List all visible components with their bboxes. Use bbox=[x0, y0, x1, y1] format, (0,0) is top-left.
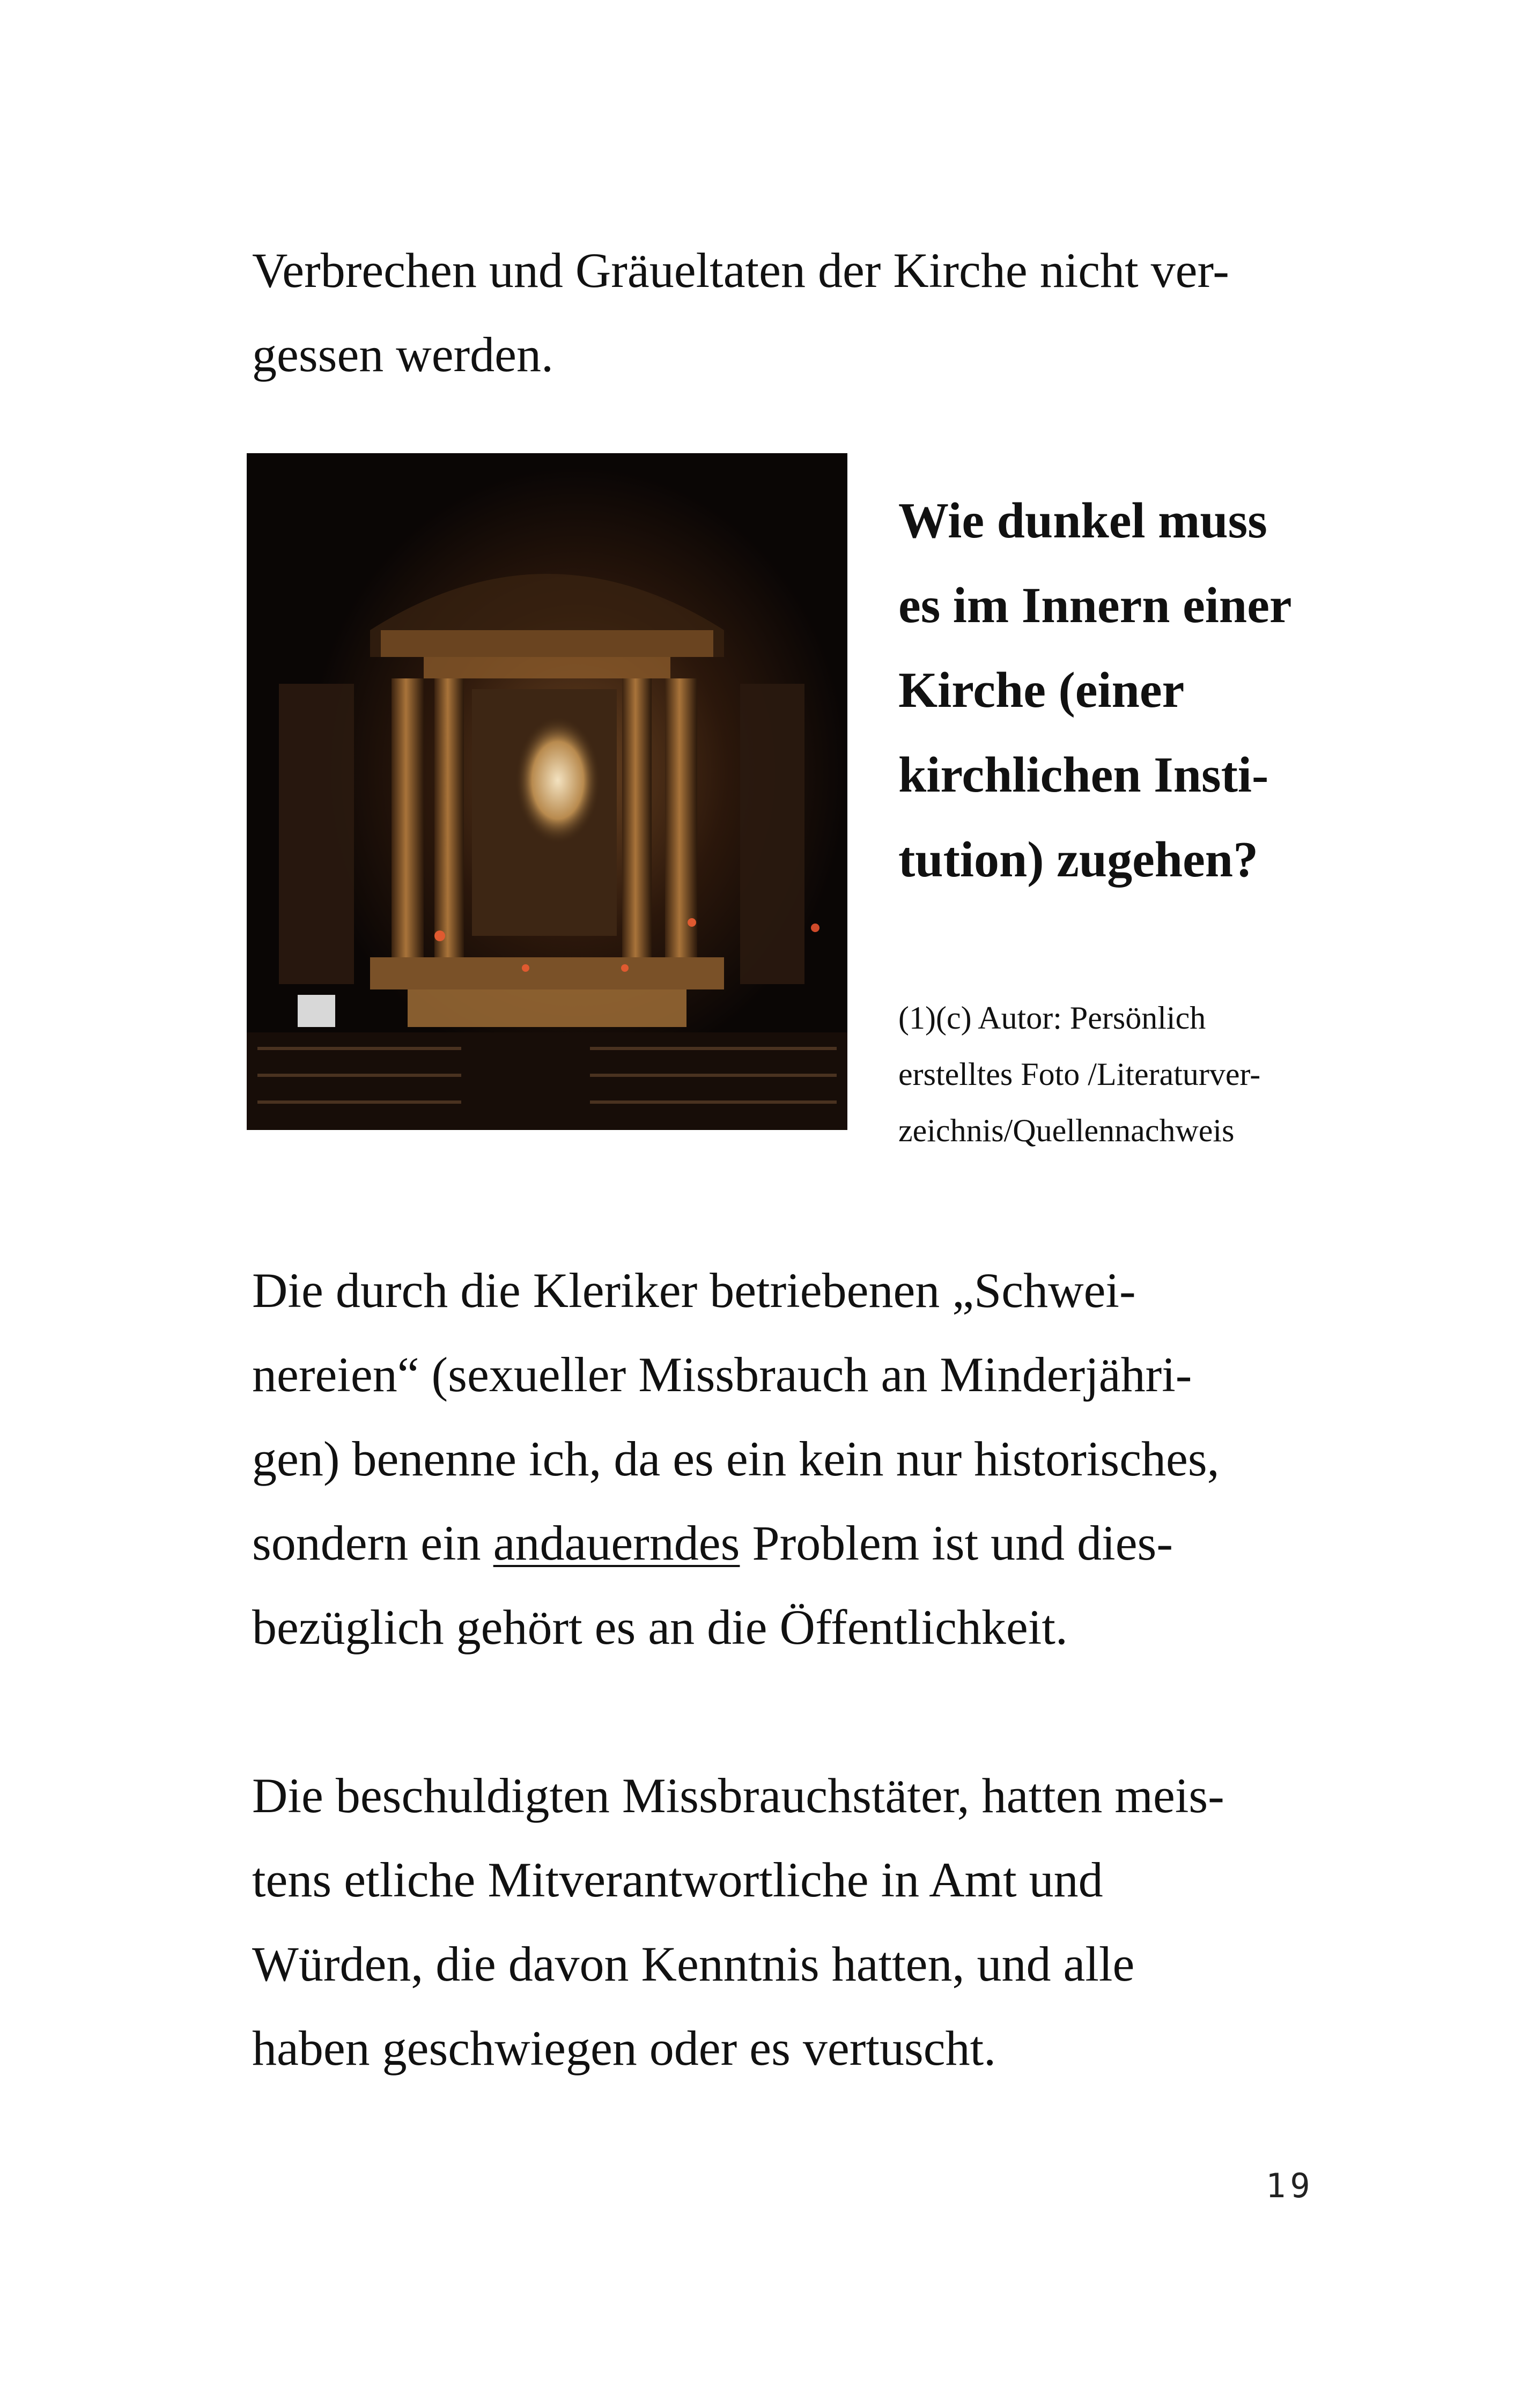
top-paragraph-line-2: gessen werden. bbox=[252, 327, 554, 382]
church-altar-photo bbox=[247, 453, 847, 1130]
figure-caption-line-3: Kirche (einer bbox=[898, 662, 1185, 718]
church-altar-photo-icon bbox=[247, 453, 847, 1130]
figure-caption-line-2: es im Innern einer bbox=[898, 578, 1292, 633]
line-4-text-before: sondern ein bbox=[252, 1516, 493, 1570]
paragraph-2-line-4 bbox=[252, 1518, 1173, 1568]
paragraph-2-line-5: bezüglich gehört es an die Öffentlichkeit. bbox=[252, 1600, 1068, 1654]
page-number: 19 bbox=[1266, 2166, 1315, 2205]
paragraph-2-line-1: Die durch die Kleriker betriebenen „Schwei- bbox=[252, 1263, 1136, 1318]
figure-source-line-2: erstelltes Foto /Literaturver- bbox=[898, 1057, 1261, 1092]
line-4-text-after: Problem ist und dies- bbox=[740, 1516, 1173, 1570]
underlined-word: andauerndes bbox=[493, 1516, 740, 1570]
paragraph-3-line-4: haben geschwiegen oder es vertuscht. bbox=[252, 2021, 996, 2075]
figure-caption-line-5: tution) zugehen? bbox=[898, 832, 1259, 888]
paragraph-2-line-3: gen) benenne ich, da es ein kein nur historisches, bbox=[252, 1431, 1220, 1486]
paragraph-2-line-2: nereien“ (sexueller Missbrauch an Minderjähri- bbox=[252, 1347, 1192, 1402]
paragraph-3-line-2: tens etliche Mitverantwortliche in Amt und bbox=[252, 1852, 1103, 1907]
figure-caption-line-4: kirchlichen Insti- bbox=[898, 747, 1269, 803]
figure-source-line-3: zeichnis/Quellennachweis bbox=[898, 1113, 1235, 1148]
top-paragraph-line-1: Verbrechen und Gräueltaten der Kirche nicht ver- bbox=[252, 243, 1229, 298]
figure-caption-line-1: Wie dunkel muss bbox=[898, 493, 1267, 549]
paragraph-3-line-3: Würden, die davon Kenntnis hatten, und alle bbox=[252, 1937, 1135, 1991]
figure-source-line-1: (1)(c) Autor: Persönlich bbox=[898, 1000, 1206, 1036]
paragraph-3-line-1: Die beschuldigten Missbrauchstäter, hatten meis- bbox=[252, 1768, 1224, 1823]
